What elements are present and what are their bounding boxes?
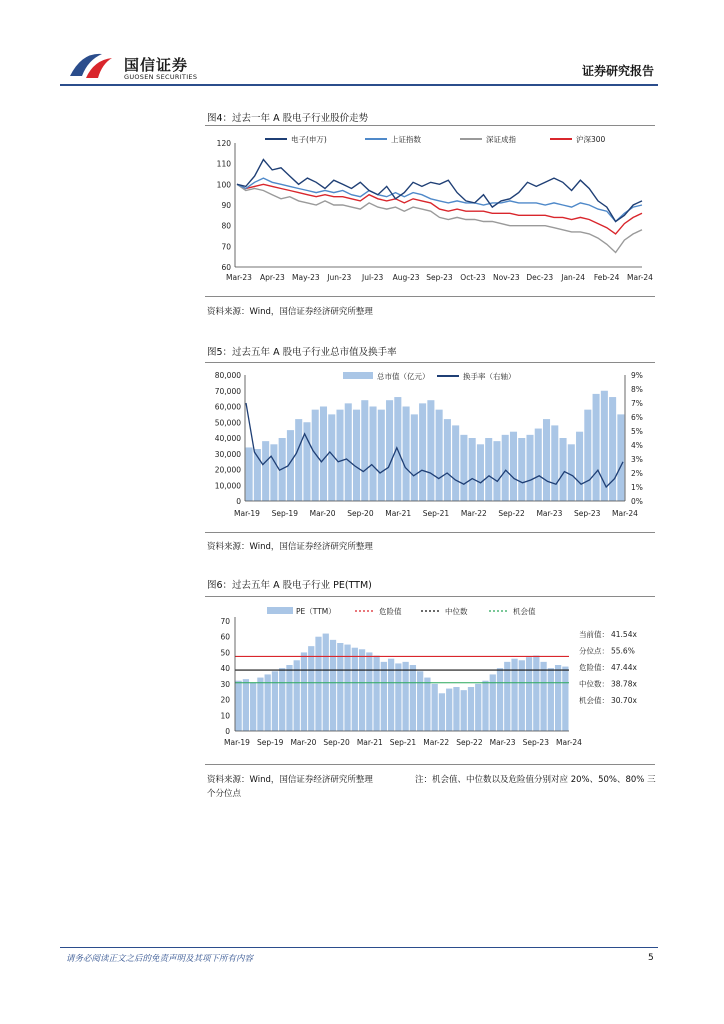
market-cap-bar [568, 444, 575, 501]
figure-5-chart [205, 365, 657, 523]
market-cap-bar [518, 438, 525, 501]
market-cap-bar [452, 425, 459, 501]
annotation-value: 30.70x [611, 696, 637, 705]
x-tick-label: Sep-22 [498, 509, 525, 518]
market-cap-bar [526, 435, 533, 501]
x-tick-label: Mar-20 [309, 509, 336, 518]
annotation-label: 当前值： [579, 630, 609, 639]
market-cap-bar [560, 438, 567, 501]
pe-bar [373, 656, 379, 731]
figure-4-chart [205, 128, 657, 290]
x-tick-label: Mar-21 [385, 509, 412, 518]
x-tick-label: Mar-19 [224, 738, 250, 747]
pe-bar [330, 640, 336, 731]
market-cap-bar [609, 397, 616, 501]
figure-4-title: 图4：过去一年 A 股电子行业股价走势 [207, 113, 369, 124]
y2-tick-label: 3% [631, 455, 643, 464]
page-number: 5 [648, 953, 654, 963]
market-cap-bar [246, 447, 253, 501]
pe-bar [250, 682, 256, 731]
market-cap-bar [444, 419, 451, 501]
pe-bar [497, 668, 503, 731]
y-tick-label: 80,000 [214, 371, 241, 380]
x-tick-label: Mar-20 [290, 738, 317, 747]
x-tick-label: Mar-21 [356, 738, 383, 747]
legend-label: 电子(申万) [291, 135, 327, 144]
guosen-logo [68, 48, 208, 86]
y2-tick-label: 7% [631, 399, 643, 408]
y-tick-label: 110 [216, 159, 231, 169]
x-tick-label: Mar-24 [556, 738, 582, 747]
y-tick-label: 10,000 [214, 481, 241, 491]
pe-bar [468, 687, 474, 731]
y-tick-label: 20 [220, 695, 230, 705]
report-type-label: 证券研究报告 [581, 64, 654, 78]
pe-bar [243, 679, 249, 731]
market-cap-bar [353, 410, 360, 501]
pe-bar [562, 667, 568, 731]
pe-bar [257, 678, 263, 731]
y2-tick-label: 6% [631, 413, 643, 422]
x-tick-label: Sep-20 [323, 738, 350, 747]
x-tick-label: Mar-24 [612, 509, 638, 518]
legend-label: 换手率（右轴） [463, 372, 516, 381]
figure-6-bottom-rule [205, 764, 655, 765]
market-cap-bar [493, 441, 500, 501]
x-tick-label: Sep-23 [522, 738, 549, 747]
market-cap-bar [419, 403, 426, 501]
pe-bar [403, 662, 409, 731]
y-tick-label: 40,000 [214, 434, 241, 443]
x-tick-label: Oct-23 [460, 273, 486, 282]
figure-4-source: 资料来源：Wind，国信证券经济研究所整理 [207, 307, 373, 317]
x-tick-label: Dec-23 [526, 273, 554, 282]
pe-bar [548, 668, 554, 731]
legend-label: 总市值（亿元） [377, 372, 430, 381]
y-tick-label: 10 [220, 711, 230, 721]
x-tick-label: Mar-23 [226, 273, 252, 282]
y-tick-label: 70,000 [214, 386, 241, 396]
pe-bar [417, 671, 423, 731]
market-cap-bar [320, 407, 327, 502]
market-cap-bar [477, 444, 484, 501]
x-tick-label: Mar-22 [423, 738, 450, 747]
pe-bar [504, 662, 510, 731]
pe-bar [424, 678, 430, 731]
pe-bar [301, 652, 307, 731]
pe-bar [540, 662, 546, 731]
logo-cn-text: 国信证券 [124, 56, 189, 74]
pe-bar [461, 690, 467, 731]
figure-5-top-rule [205, 362, 655, 363]
legend-label: 危险值 [379, 607, 402, 616]
market-cap-bar [336, 410, 343, 501]
pe-bar [482, 681, 488, 731]
x-tick-label: Nov-23 [492, 273, 520, 282]
header-divider [60, 84, 658, 86]
figure-6-title: 图6：过去五年 A 股电子行业 PE(TTM) [207, 580, 372, 591]
pe-bar [294, 660, 300, 731]
market-cap-bar [543, 419, 550, 501]
x-tick-label: Sep-21 [389, 738, 417, 747]
logo-en-text: GUOSEN SECURITIES [124, 73, 198, 81]
market-cap-bar [427, 400, 434, 501]
pe-bar [366, 652, 372, 731]
pe-bar [446, 689, 452, 731]
pe-bar [344, 645, 350, 731]
pe-bar [272, 671, 278, 731]
y-tick-label: 120 [216, 139, 231, 148]
legend-label: PE（TTM） [296, 607, 336, 616]
x-tick-label: Mar-22 [460, 509, 487, 518]
annotation-value: 38.78x [611, 679, 637, 689]
y2-tick-label: 0% [631, 497, 643, 506]
market-cap-bar [469, 438, 476, 501]
legend-label: 沪深300 [576, 135, 606, 144]
x-tick-label: Sep-21 [422, 509, 450, 518]
pe-bar [526, 657, 532, 731]
y-tick-label: 100 [216, 180, 231, 190]
market-cap-bar [551, 425, 558, 501]
pe-bar [432, 684, 438, 731]
x-tick-label: Sep-20 [347, 509, 374, 518]
market-cap-bar [345, 403, 352, 501]
y2-tick-label: 4% [631, 441, 643, 450]
market-cap-bar [510, 432, 517, 501]
figure-4-top-rule [205, 125, 655, 126]
figure-6-chart [205, 599, 657, 751]
figure-5-bottom-rule [205, 532, 655, 533]
pe-bar [308, 646, 314, 731]
annotation-value: 47.44x [611, 663, 637, 672]
annotation-label: 中位数： [579, 679, 609, 689]
x-tick-label: Aug-23 [392, 273, 420, 282]
pe-bar [475, 684, 481, 731]
pe-bar [533, 656, 539, 731]
pe-bar [395, 663, 401, 731]
y2-tick-label: 5% [631, 427, 643, 436]
legend-swatch [343, 372, 373, 379]
market-cap-bar [312, 410, 319, 501]
market-cap-bar [370, 407, 377, 502]
y-tick-label: 70 [220, 617, 230, 626]
y-tick-label: 30 [220, 679, 230, 689]
pe-bar [381, 662, 387, 731]
y-tick-label: 70 [221, 242, 231, 252]
pe-bar [453, 687, 459, 731]
page-header [60, 48, 658, 88]
x-tick-label: Sep-23 [574, 509, 601, 518]
y2-tick-label: 9% [631, 371, 643, 380]
figure-4-bottom-rule [205, 296, 655, 297]
x-tick-label: Sep-19 [257, 738, 284, 747]
market-cap-bar [576, 432, 583, 501]
y2-tick-label: 1% [631, 483, 643, 492]
annotation-value: 41.54x [611, 630, 637, 639]
x-tick-label: Apr-23 [260, 273, 285, 282]
y-tick-label: 60 [221, 263, 231, 272]
figure-6-note: 注：机会值、中位数以及危险值分别对应 20%、50%、80% 三个分位点 [207, 775, 656, 799]
y-tick-label: 50 [220, 648, 230, 658]
annotation-label: 危险值： [579, 663, 609, 672]
pe-bar [359, 649, 365, 731]
annotation-value: 55.6% [611, 646, 635, 656]
legend-label: 机会值 [513, 607, 536, 616]
market-cap-bar [460, 435, 467, 501]
pe-bar [286, 665, 292, 731]
pe-bar [555, 665, 561, 731]
y2-tick-label: 2% [631, 469, 643, 478]
market-cap-bar [535, 429, 542, 501]
series-line [237, 184, 642, 234]
x-tick-label: Jul-23 [362, 273, 384, 282]
x-tick-label: Sep-23 [426, 273, 453, 282]
series-line [237, 184, 642, 252]
pe-bar [315, 637, 321, 731]
market-cap-bar [502, 435, 509, 501]
y-tick-label: 60,000 [214, 402, 241, 412]
y-tick-label: 60 [220, 632, 230, 642]
annotation-label: 机会值： [579, 696, 609, 705]
x-tick-label: Feb-24 [593, 273, 620, 282]
market-cap-bar [361, 400, 368, 501]
legend-label: 深证成指 [486, 135, 516, 144]
x-tick-label: Sep-22 [456, 738, 483, 747]
y-tick-label: 90 [221, 201, 231, 210]
footer-disclaimer: 请务必阅读正文之后的免责声明及其项下所有内容 [66, 954, 254, 964]
x-tick-label: Mar-23 [489, 738, 516, 747]
guosen-logo-icon [68, 48, 122, 82]
y2-tick-label: 8% [631, 385, 643, 394]
legend-label: 中位数 [445, 607, 468, 616]
legend-swatch [267, 607, 293, 614]
y-tick-label: 80 [221, 221, 231, 231]
y-tick-label: 30,000 [214, 449, 241, 459]
market-cap-bar [270, 444, 277, 501]
market-cap-bar [485, 438, 492, 501]
market-cap-bar [411, 414, 418, 501]
x-tick-label: May-23 [292, 273, 320, 282]
pe-bar [410, 665, 416, 731]
figure-6-source: 资料来源：Wind，国信证券经济研究所整理 [207, 775, 373, 785]
y-tick-label: 50,000 [214, 418, 241, 428]
legend-label: 上证指数 [391, 135, 421, 144]
market-cap-bar [593, 394, 600, 501]
market-cap-bar [295, 419, 302, 501]
x-tick-label: Sep-19 [271, 509, 298, 518]
series-line [237, 160, 642, 222]
x-tick-label: Mar-24 [627, 273, 653, 282]
figure-6-top-rule [205, 596, 655, 597]
pe-bar [279, 668, 285, 731]
x-tick-label: Mar-19 [234, 509, 260, 518]
x-tick-label: Jan-24 [561, 273, 586, 282]
market-cap-bar [584, 410, 591, 501]
market-cap-bar [386, 400, 393, 501]
y-tick-label: 0 [225, 727, 230, 736]
y-tick-label: 20,000 [214, 465, 241, 475]
y-tick-label: 40 [220, 664, 230, 674]
pe-bar [439, 693, 445, 731]
pe-bar [236, 681, 242, 731]
x-tick-label: Jun-23 [327, 273, 352, 282]
x-tick-label: Mar-23 [536, 509, 563, 518]
figure-5-source: 资料来源：Wind，国信证券经济研究所整理 [207, 542, 373, 552]
footer-divider [60, 947, 658, 948]
figure-5-title: 图5：过去五年 A 股电子行业总市值及换手率 [207, 347, 397, 358]
pe-bar [519, 660, 525, 731]
market-cap-bar [262, 441, 269, 501]
market-cap-bar [436, 410, 443, 501]
pe-bar [352, 648, 358, 731]
market-cap-bar [378, 410, 385, 501]
annotation-label: 分位点： [579, 646, 609, 656]
market-cap-bar [617, 414, 624, 501]
y-tick-label: 0 [236, 497, 241, 506]
market-cap-bar [403, 407, 410, 502]
